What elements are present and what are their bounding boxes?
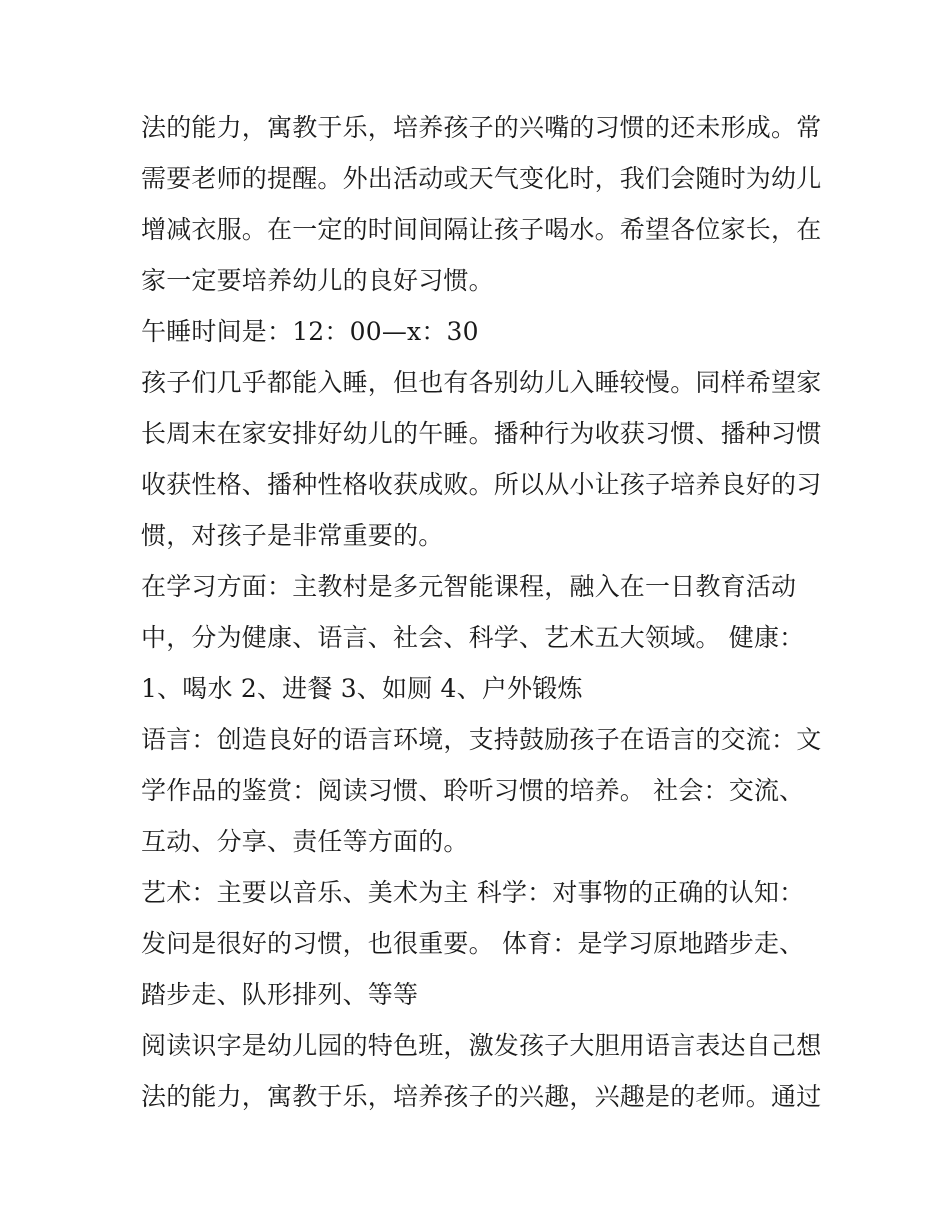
text-line: 发问是很好的习惯，也很重要。 体育：是学习原地踏步走、	[141, 929, 805, 958]
text-line: 语言：创造良好的语言环境，支持鼓励孩子在语言的交流：文	[141, 725, 822, 754]
text-line: 在学习方面：主教村是多元智能课程，融入在一日教育活动	[141, 572, 797, 601]
text-line: 踏步走、队形排列、等等	[141, 980, 419, 1009]
text-line: 家一定要培养幼儿的良好习惯。	[141, 266, 494, 295]
text-line: 惯，对孩子是非常重要的。	[141, 521, 444, 550]
text-line: 法的能力，寓教于乐，培养孩子的兴趣，兴趣是的老师。通过	[141, 1082, 822, 1111]
text-line: 收获性格、播种性格收获成败。所以从小让孩子培养良好的习	[141, 470, 822, 499]
text-line: 长周末在家安排好幼儿的午睡。播种行为收获习惯、播种习惯	[141, 419, 822, 448]
text-line: 阅读识字是幼儿园的特色班，激发孩子大胆用语言表达自己想	[141, 1031, 822, 1060]
text-line: 互动、分享、责任等方面的。	[141, 827, 469, 856]
text-line: 需要老师的提醒。外出活动或天气变化时，我们会随时为幼儿	[141, 164, 822, 193]
text-line: 艺术：主要以音乐、美术为主 科学：对事物的正确的认知：	[141, 878, 805, 907]
text-line: 法的能力，寓教于乐，培养孩子的兴嘴的习惯的还未形成。常	[141, 113, 822, 142]
text-line: 孩子们几乎都能入睡，但也有各别幼儿入睡较慢。同样希望家	[141, 368, 822, 397]
text-line: 午睡时间是：12：00—x：30	[141, 317, 479, 346]
text-line: 学作品的鉴赏：阅读习惯、聆听习惯的培养。 社会：交流、	[141, 776, 805, 805]
text-line: 增减衣服。在一定的时间间隔让孩子喝水。希望各位家长，在	[141, 215, 822, 244]
text-line: 1、喝水 2、进餐 3、如厕 4、户外锻炼	[141, 674, 583, 703]
text-line: 中，分为健康、语言、社会、科学、艺术五大领域。 健康：	[141, 623, 805, 652]
